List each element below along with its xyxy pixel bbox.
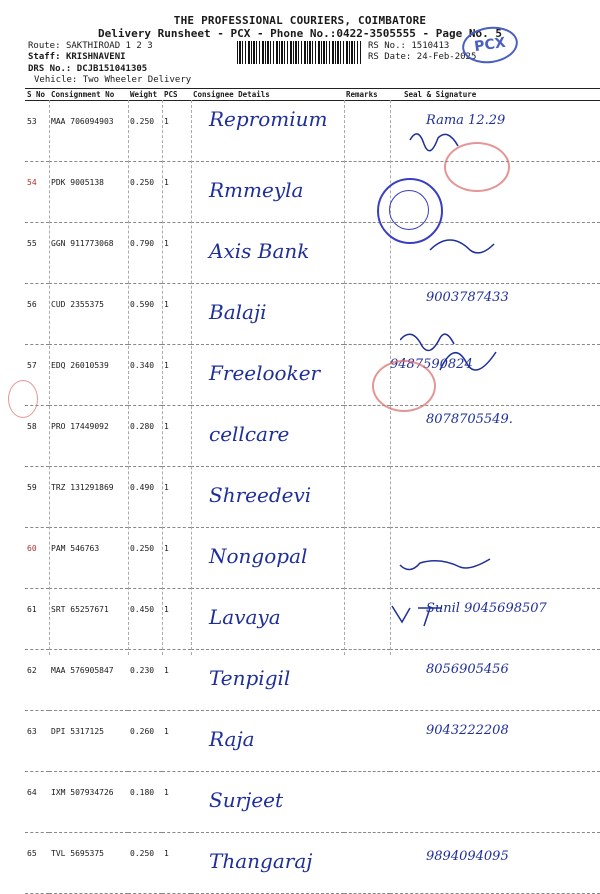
route-label: Route: — [28, 41, 61, 51]
consignee-handwritten: Balaji — [209, 300, 267, 324]
consignee-cell — [191, 589, 344, 650]
drs-label: DRS No.: — [28, 64, 72, 74]
rs-no-value: 1510413 — [411, 41, 450, 51]
consignment-cell: EDQ 26010539 — [49, 345, 128, 406]
consignee-cell — [191, 467, 344, 528]
signature-cell — [390, 772, 600, 833]
consignee-handwritten: Rmmeyla — [209, 178, 304, 202]
pcs-cell: 1 — [162, 589, 191, 650]
consignee-handwritten: Axis Bank — [209, 239, 310, 263]
weight-cell: 0.260 — [128, 711, 162, 772]
pcs-cell: 1 — [162, 284, 191, 345]
sno-cell: 57 — [25, 345, 49, 406]
sno-cell: 58 — [25, 406, 49, 467]
consignee-handwritten: cellcare — [209, 422, 290, 446]
weight-cell: 0.450 — [128, 589, 162, 650]
consignee-cell — [191, 162, 344, 223]
rs-no-label: RS No.: — [368, 41, 406, 51]
pcs-cell: 1 — [162, 406, 191, 467]
table-row — [25, 589, 600, 650]
sno-cell: 60 — [25, 528, 49, 589]
pcs-cell: 1 — [162, 345, 191, 406]
signature-handwritten: 8078705549. — [426, 412, 513, 427]
barcode — [237, 41, 361, 64]
consignee-handwritten: Freelooker — [209, 361, 321, 385]
consignment-cell: DPI 5317125 — [49, 711, 128, 772]
weight-cell: 0.230 — [128, 650, 162, 711]
signature-scribbles — [400, 120, 580, 380]
table-row — [25, 772, 600, 833]
route-value: SAKTHIROAD 1 2 3 — [65, 41, 153, 51]
signature-cell — [390, 650, 600, 711]
weight-cell: 0.490 — [128, 467, 162, 528]
table-row — [25, 711, 600, 772]
signature-cell — [390, 833, 600, 894]
consignee-cell — [191, 528, 344, 589]
consignee-cell — [191, 650, 344, 711]
divider — [344, 100, 345, 655]
signature-cell — [390, 711, 600, 772]
sno-cell: 65 — [25, 833, 49, 894]
col-sno: S No — [25, 89, 49, 101]
weight-cell: 0.280 — [128, 406, 162, 467]
weight-cell: 0.250 — [128, 162, 162, 223]
consignment-cell: MAA 576905847 — [49, 650, 128, 711]
sno-cell: 64 — [25, 772, 49, 833]
sno-cell: 59 — [25, 467, 49, 528]
consignee-handwritten: Surjeet — [209, 788, 284, 812]
consignment-cell: TVL 5695375 — [49, 833, 128, 894]
consignee-handwritten: Shreedevi — [209, 483, 312, 507]
consignee-handwritten: Nongopal — [209, 544, 308, 568]
rs-date-value: 24-Feb-2025 — [416, 52, 477, 62]
consignment-cell: GGN 911773068 — [49, 223, 128, 284]
weight-cell: 0.180 — [128, 772, 162, 833]
divider — [49, 100, 50, 655]
remarks-cell — [344, 528, 390, 589]
col-weight: Weight — [128, 89, 162, 101]
table-header — [25, 89, 600, 101]
signature-scribbles — [395, 555, 495, 585]
consignee-cell — [191, 772, 344, 833]
remarks-cell — [344, 101, 390, 162]
rs-date-label: RS Date: — [368, 52, 412, 62]
consignee-cell — [191, 345, 344, 406]
signature-handwritten: Rama 12.29 — [426, 113, 506, 128]
rs-date-line — [368, 52, 476, 63]
staff-label: Staff: — [28, 52, 61, 62]
weight-cell: 0.340 — [128, 345, 162, 406]
pcs-cell: 1 — [162, 162, 191, 223]
remarks-cell — [344, 284, 390, 345]
signature-handwritten: 9003787433 — [426, 290, 509, 305]
pcs-cell: 1 — [162, 650, 191, 711]
consignment-cell: TRZ 131291869 — [49, 467, 128, 528]
consignee-cell — [191, 284, 344, 345]
table-row — [25, 650, 600, 711]
signature-handwritten: 9487590824 — [390, 357, 473, 372]
weight-cell: 0.250 — [128, 101, 162, 162]
signature-cell — [390, 406, 600, 467]
col-remarks: Remarks — [344, 89, 390, 101]
sno-cell: 54 — [25, 162, 49, 223]
remarks-cell — [344, 223, 390, 284]
vehicle-label: Vehicle: — [34, 75, 78, 85]
divider — [191, 100, 192, 655]
pcs-cell: 1 — [162, 833, 191, 894]
consignee-cell — [191, 101, 344, 162]
sno-cell: 56 — [25, 284, 49, 345]
consignment-cell: PAM 546763 — [49, 528, 128, 589]
drs-value: DCJB151041305 — [76, 64, 148, 74]
consignment-cell: IXM 507934726 — [49, 772, 128, 833]
consignee-cell — [191, 406, 344, 467]
route-line — [28, 41, 153, 52]
red-seal-stamp — [8, 380, 38, 418]
pcs-cell: 1 — [162, 223, 191, 284]
table-row — [25, 528, 600, 589]
signature-handwritten: 8056905456 — [426, 662, 509, 677]
consignment-cell: SRT 65257671 — [49, 589, 128, 650]
signature-handwritten: 9894094095 — [426, 849, 509, 864]
weight-cell: 0.790 — [128, 223, 162, 284]
rs-no-line — [368, 41, 449, 52]
consignee-cell — [191, 833, 344, 894]
drs-line — [28, 64, 147, 75]
runsheet-title: Delivery Runsheet - PCX - Phone No.:0422-3505555 - Page No. 5 — [98, 27, 502, 40]
sno-cell: 61 — [25, 589, 49, 650]
weight-cell: 0.590 — [128, 284, 162, 345]
pcs-cell: 1 — [162, 528, 191, 589]
pcx-stamp: PCX — [460, 23, 520, 66]
col-consignment: Consignment No — [49, 89, 128, 101]
consignment-cell: PRO 17449092 — [49, 406, 128, 467]
weight-cell: 0.250 — [128, 528, 162, 589]
staff-line — [28, 52, 126, 63]
consignee-cell — [191, 223, 344, 284]
signature-scribbles — [388, 600, 468, 630]
vehicle-line — [34, 75, 191, 86]
table-row — [25, 467, 600, 528]
pcs-cell: 1 — [162, 467, 191, 528]
remarks-cell — [344, 711, 390, 772]
pcs-cell: 1 — [162, 101, 191, 162]
signature-handwritten: Sunil 9045698507 — [426, 601, 547, 616]
sno-cell: 62 — [25, 650, 49, 711]
table-row — [25, 833, 600, 894]
sno-cell: 55 — [25, 223, 49, 284]
table-row — [25, 406, 600, 467]
weight-cell: 0.250 — [128, 833, 162, 894]
signature-cell — [390, 467, 600, 528]
consignee-cell — [191, 711, 344, 772]
consignment-cell: CUD 2355375 — [49, 284, 128, 345]
divider — [162, 100, 163, 655]
col-pcs: PCS — [162, 89, 191, 101]
consignee-handwritten: Raja — [209, 727, 255, 751]
company-name: THE PROFESSIONAL COURIERS, COIMBATORE — [173, 14, 427, 27]
signature-handwritten: 9043222208 — [426, 723, 509, 738]
consignee-handwritten: Repromium — [209, 107, 328, 131]
sno-cell: 63 — [25, 711, 49, 772]
col-signature: Seal & Signature — [390, 89, 600, 101]
vehicle-value: Two Wheeler Delivery — [82, 75, 192, 85]
consignee-handwritten: Tenpigil — [209, 666, 291, 690]
remarks-cell — [344, 406, 390, 467]
consignee-handwritten: Lavaya — [209, 605, 281, 629]
staff-value: KRISHNAVENI — [65, 52, 126, 62]
remarks-cell — [344, 772, 390, 833]
remarks-cell — [344, 650, 390, 711]
remarks-cell — [344, 467, 390, 528]
remarks-cell — [344, 589, 390, 650]
pcs-cell: 1 — [162, 772, 191, 833]
sno-cell: 53 — [25, 101, 49, 162]
pcs-cell: 1 — [162, 711, 191, 772]
col-consignee: Consignee Details — [191, 89, 344, 101]
divider — [128, 100, 129, 655]
consignment-cell: MAA 706094903 — [49, 101, 128, 162]
remarks-cell — [344, 833, 390, 894]
consignee-handwritten: Thangaraj — [209, 849, 313, 873]
consignment-cell: PDK 9005138 — [49, 162, 128, 223]
